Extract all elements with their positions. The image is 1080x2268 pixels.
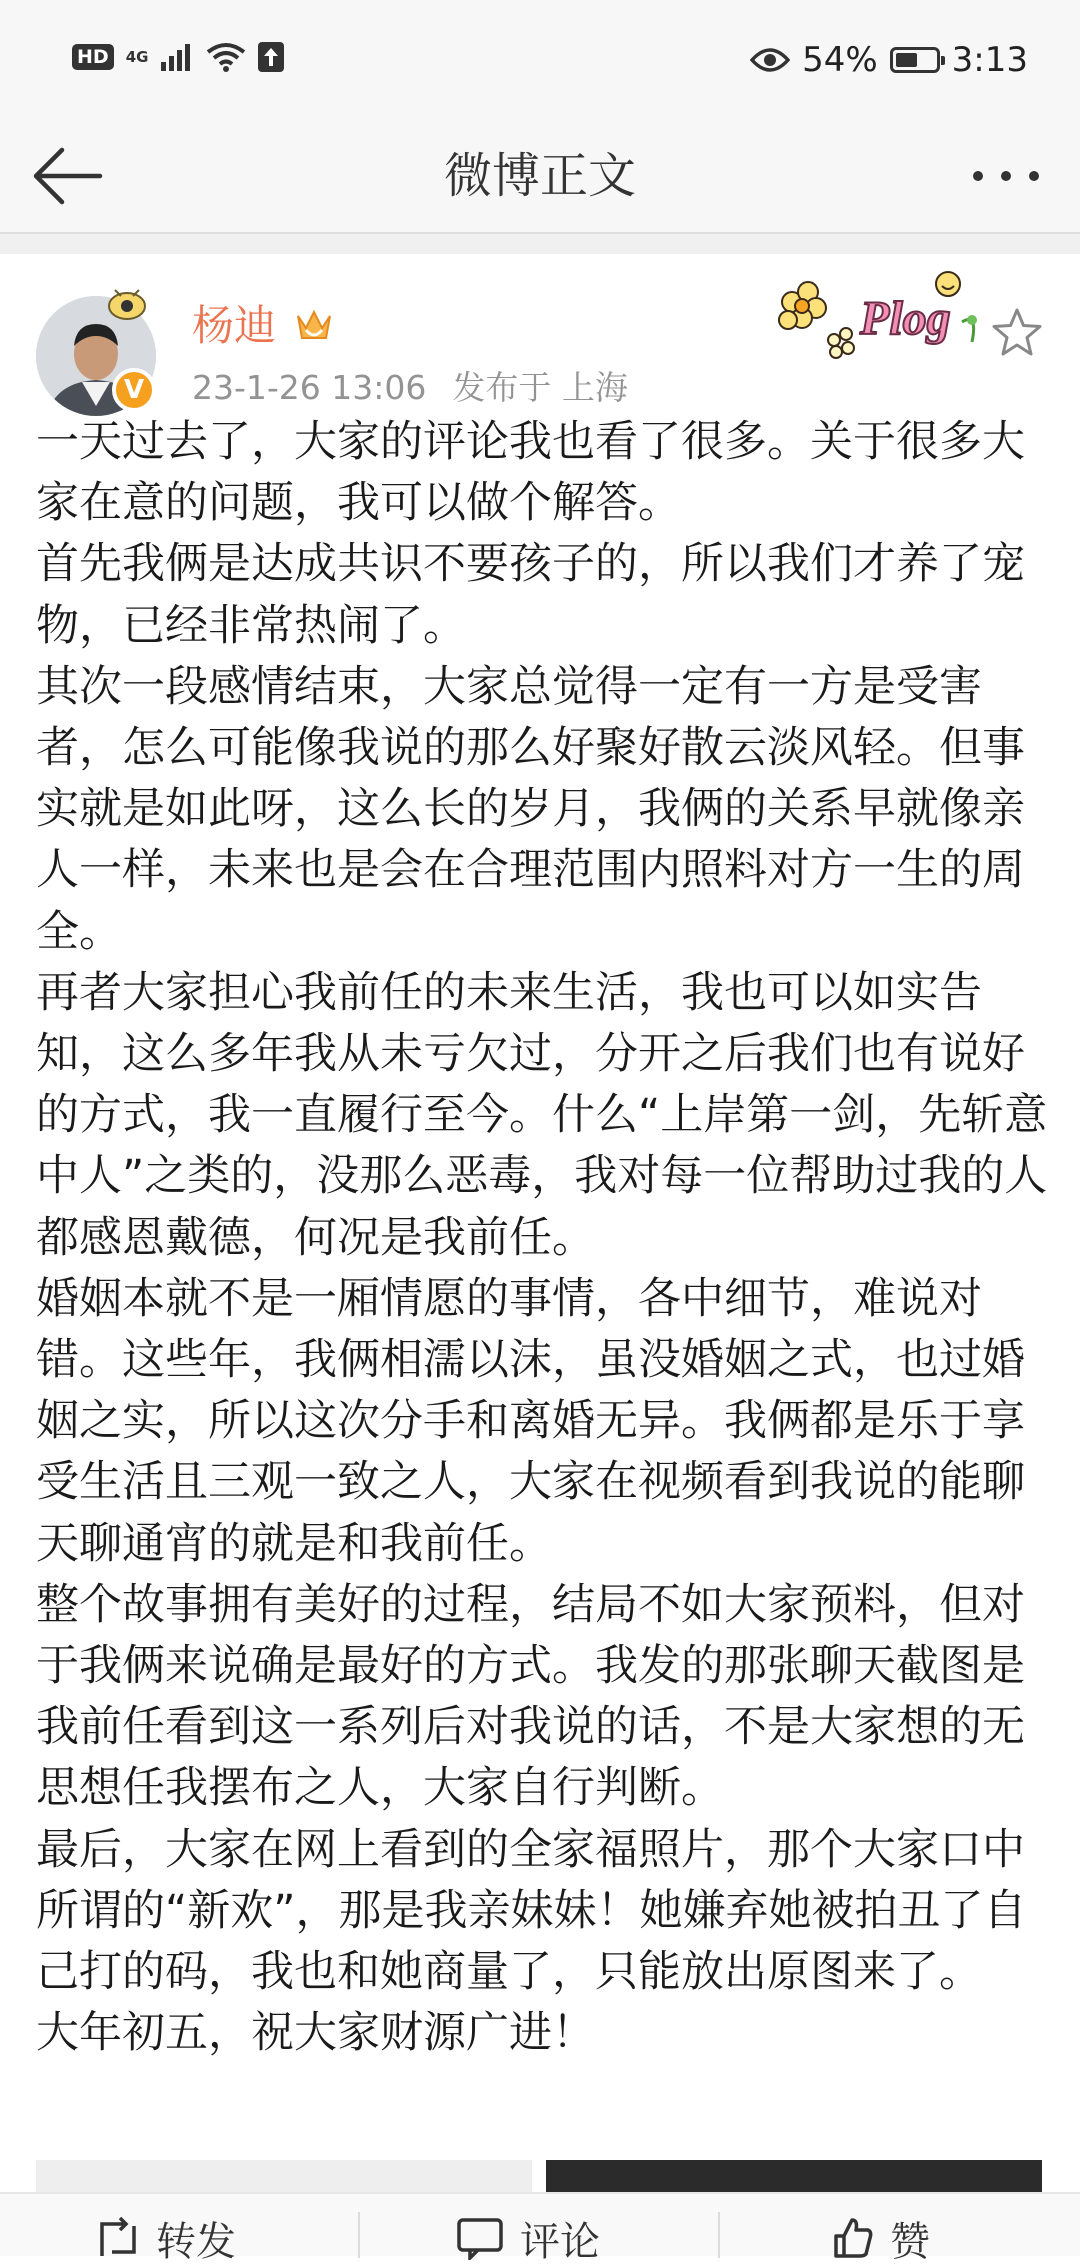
paragraph: 整个故事拥有美好的过程，结局不如大家预料，但对于我俩来说确是最好的方式。我发的那张聊天截图是我前任看到这一系列后对我说的话，不是大家想的无思想任我摆布之人，大家自行判断。 bbox=[36, 1579, 1025, 1814]
favorite-star-icon[interactable] bbox=[990, 306, 1044, 360]
more-icon[interactable] bbox=[966, 140, 1046, 212]
status-left-icons bbox=[72, 42, 284, 72]
eye-icon bbox=[750, 46, 790, 74]
comment-label: 评论 bbox=[520, 2218, 600, 2265]
repost-label: 转发 bbox=[156, 2218, 236, 2265]
repost-button[interactable] bbox=[96, 2208, 236, 2268]
avatar-pendant-icon bbox=[103, 282, 151, 322]
paragraph: 最后，大家在网上看到的全家福照片，那个大家口中所谓的“新欢”，那是我亲妹妹！她嫌弃她被拍丑了自己打的码，我也和她商量了，只能放出原图来了。 bbox=[36, 1824, 1027, 1998]
post-content bbox=[36, 412, 1050, 2064]
battery-icon bbox=[890, 47, 940, 73]
nav-bar bbox=[0, 120, 1080, 234]
wifi-icon bbox=[206, 42, 246, 72]
comment-icon bbox=[456, 2216, 504, 2260]
status-right-icons bbox=[750, 40, 1028, 80]
plog-sticker bbox=[772, 262, 992, 372]
paragraph: 首先我俩是达成共识不要孩子的，所以我们才养了宠物，已经非常热闹了。 bbox=[36, 539, 1025, 651]
paragraph: 大年初五，祝大家财源广进！ bbox=[36, 2008, 595, 2059]
status-bar bbox=[0, 0, 1080, 120]
network-type: 4G bbox=[125, 47, 149, 66]
member-crown-icon bbox=[292, 306, 336, 346]
post-timestamp: 23-1-26 13:06 bbox=[192, 368, 427, 407]
hd-icon: HD bbox=[72, 44, 114, 70]
battery-percent: 54% bbox=[802, 40, 878, 80]
paragraph: 其次一段感情结束，大家总觉得一定有一方是受害者，怎么可能像我说的那么好聚好散云淡风轻。但事实就是如此呀，这么长的岁月，我俩的关系早就像亲人一样，未来也是会在合理范围内照料对方一生的周全。 bbox=[36, 661, 1025, 957]
paragraph: 再者大家担心我前任的未来生活，我也可以如实告知，这么多年我从未亏欠过，分开之后我们也有说好的方式，我一直履行至今。什么“上岸第一剑，先斩意中人”之类的，没那么恶毒，我对每一位帮助过我的人都感恩戴德，何况是我前任。 bbox=[36, 967, 1048, 1263]
comment-button[interactable] bbox=[456, 2208, 600, 2268]
author-name[interactable]: 杨迪 bbox=[192, 301, 277, 350]
thumbs-up-icon bbox=[830, 2216, 874, 2260]
post-meta bbox=[192, 364, 628, 412]
post-location: 发布于 上海 bbox=[452, 368, 628, 407]
toolbar-divider bbox=[358, 2212, 360, 2258]
like-label: 赞 bbox=[890, 2218, 930, 2265]
plog-text: Plog bbox=[860, 292, 951, 345]
repost-icon bbox=[96, 2216, 140, 2260]
bottom-toolbar bbox=[0, 2192, 1080, 2265]
paragraph: 婚姻本就不是一厢情愿的事情，各中细节，难说对错。这些年，我俩相濡以沫，虽没婚姻之式，也过婚姻之实，所以这次分手和离婚无异。我俩都是乐于享受生活且三观一致之人，大家在视频看到我说的能聊天聊通宵的就是和我前任。 bbox=[36, 1273, 1025, 1569]
toolbar-divider bbox=[718, 2212, 720, 2258]
clock: 3:13 bbox=[951, 40, 1028, 80]
signal-icon bbox=[160, 42, 194, 72]
verified-badge: V bbox=[112, 368, 156, 412]
upload-icon bbox=[258, 42, 284, 72]
like-button[interactable] bbox=[830, 2208, 930, 2268]
section-gap bbox=[0, 234, 1080, 254]
paragraph: 一天过去了，大家的评论我也看了很多。关于很多大家在意的问题，我可以做个解答。 bbox=[36, 417, 1025, 529]
page-title: 微博正文 bbox=[443, 148, 636, 204]
